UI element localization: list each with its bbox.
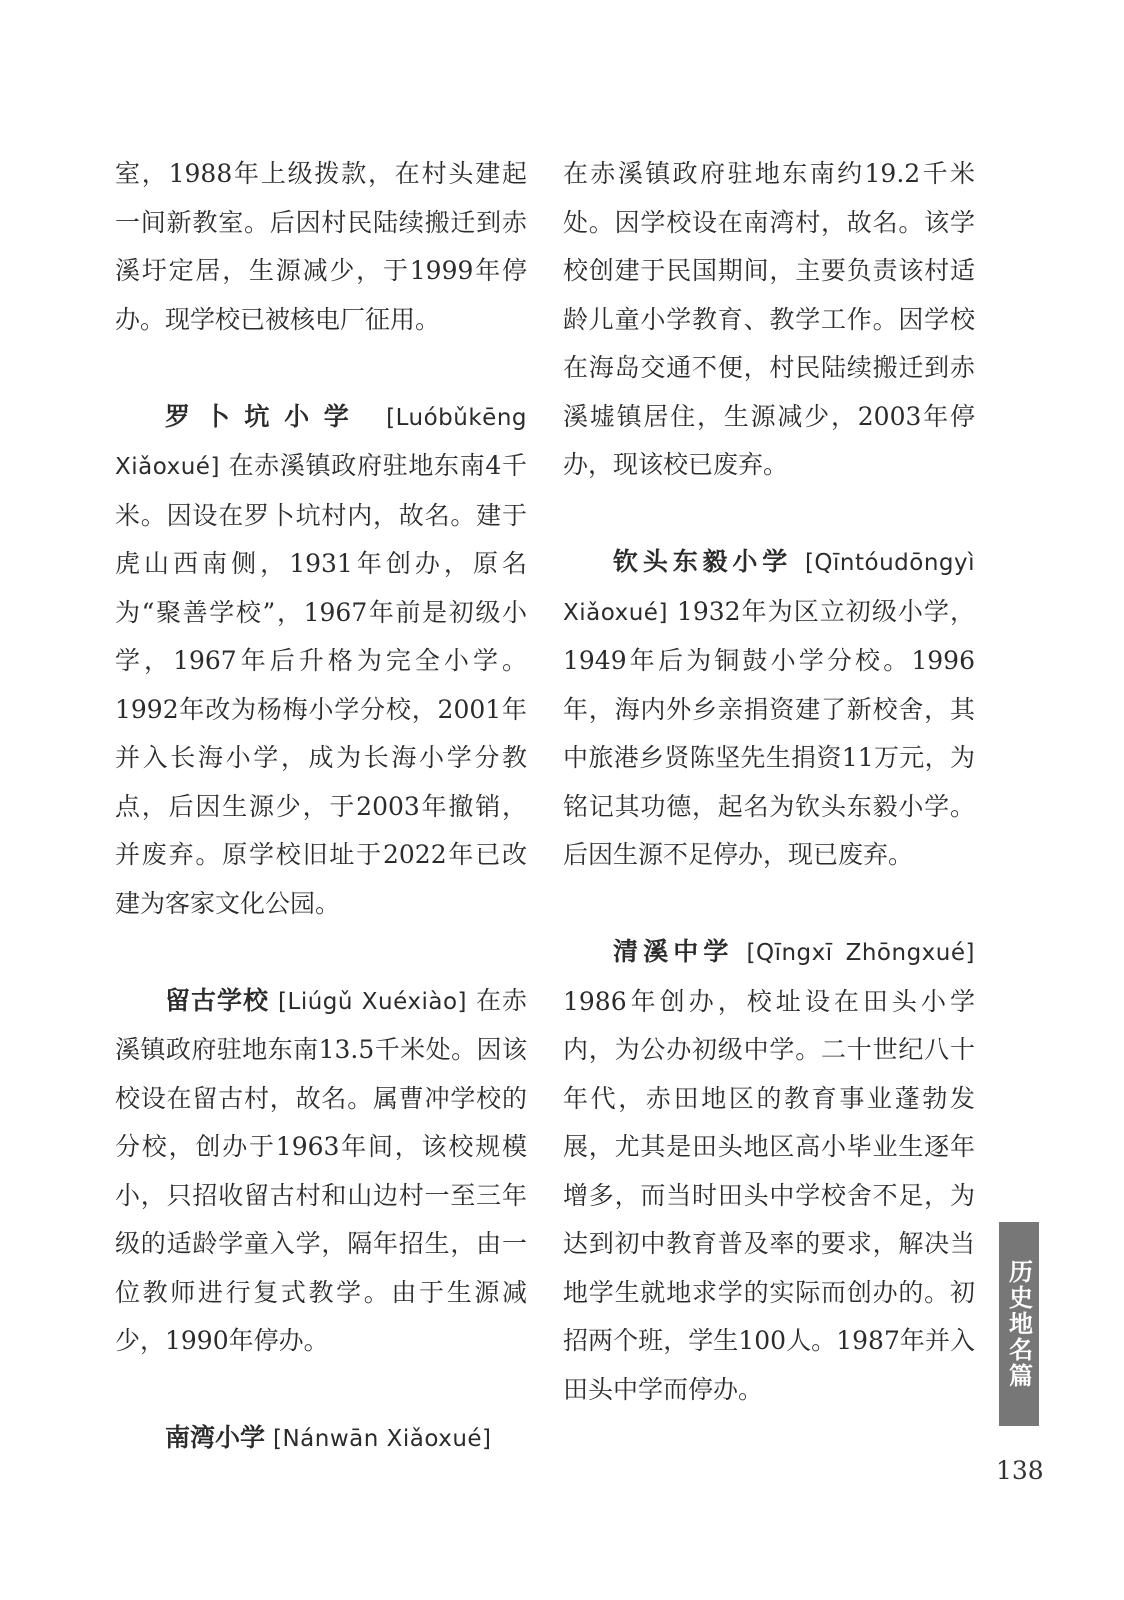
entry-qingxi: [563, 928, 975, 1414]
entry-pinyin: [Qīntóudōngyì Xiǎoxué]: [563, 550, 975, 626]
entry-luobukeng: [115, 393, 527, 929]
entry-body: 1986年创办，校址设在田头小学内，为公办初级中学。二十世纪八十年代，赤田地区的教育事业蓬勃发展，尤其是田头地区高小毕业生逐年增多，而当时田头中学校舍不足，为达到初中教育普及率的要求，解决当地学生就地求学的实际而创办的。初招两个班，学生100人。1987年并入田头中学而停办。: [563, 986, 975, 1404]
entry-term: 钦头东毅小学: [613, 547, 793, 576]
entry-liugu: [115, 977, 527, 1366]
entry-pinyin: [Nánwān Xiǎoxué]: [272, 1426, 492, 1452]
section-side-tab-label: 历史地名篇: [1004, 1259, 1034, 1389]
right-column: [563, 150, 975, 1414]
entry-term: 留古学校: [165, 985, 270, 1015]
entry-body: 在赤溪镇政府驻地东南13.5千米处。因该校设在留古村，故名。属曹冲学校的分校，创办于1963年间，该校规模小，只招收留古村和山边村一至三年级的适龄学童入学，隔年招生，由一位教师进行复式教学。由于生源减少，1990年停办。: [115, 985, 527, 1355]
page-number: 138: [996, 1456, 1044, 1485]
entry-term: 清溪中学: [613, 937, 734, 966]
entry-pinyin: [Qīngxī Zhōngxué]: [746, 940, 975, 966]
entry-qintou: [563, 538, 975, 880]
paragraph-continuation: 在赤溪镇政府驻地东南约19.2千米处。因学校设在南湾村，故名。该学校创建于民国期间，主要负责该村适龄儿童小学教育、教学工作。因学校在海岛交通不便，村民陆续搬迁到赤溪墟镇居住，生源减少，2003年停办，现该校已废弃。: [563, 159, 975, 479]
paragraph-continuation: 室，1988年上级拨款，在村头建起一间新教室。后因村民陆续搬迁到赤溪圩定居，生源减少，于1999年停办。现学校已被核电厂征用。: [115, 159, 527, 334]
section-side-tab: [999, 1222, 1039, 1426]
entry-nanwan: [115, 1414, 527, 1464]
entry-body: 1932年为区立初级小学，1949年后为铜鼓小学分校。1996年，海内外乡亲捐资建了新校舍，其中旅港乡贤陈坚先生捐资11万元，为铭记其功德，起名为钦头东毅小学。后因生源不足停办，现已废弃。: [563, 596, 975, 869]
entry-term: 南湾小学: [165, 1423, 266, 1452]
left-column: [115, 150, 527, 1464]
entry-pinyin: [Luóbǔkēng Xiǎoxué]: [115, 404, 527, 480]
entry-term: 罗卜坑小学: [165, 401, 364, 431]
entry-pinyin: [Liúgǔ Xuéxiào]: [278, 988, 468, 1015]
entry-body: 在赤溪镇政府驻地东南4千米。因设在罗卜坑村内，故名。建于虎山西南侧，1931年创办，原名为“聚善学校”，1967年前是初级小学，1967年后升格为完全小学。1992年改为杨梅小学分校，2001年并入长海小学，成为长海小学分教点，后因生源少，于2003年撤销，并废弃。原学校旧址于2022年已改建为客家文化公园。: [115, 451, 527, 918]
